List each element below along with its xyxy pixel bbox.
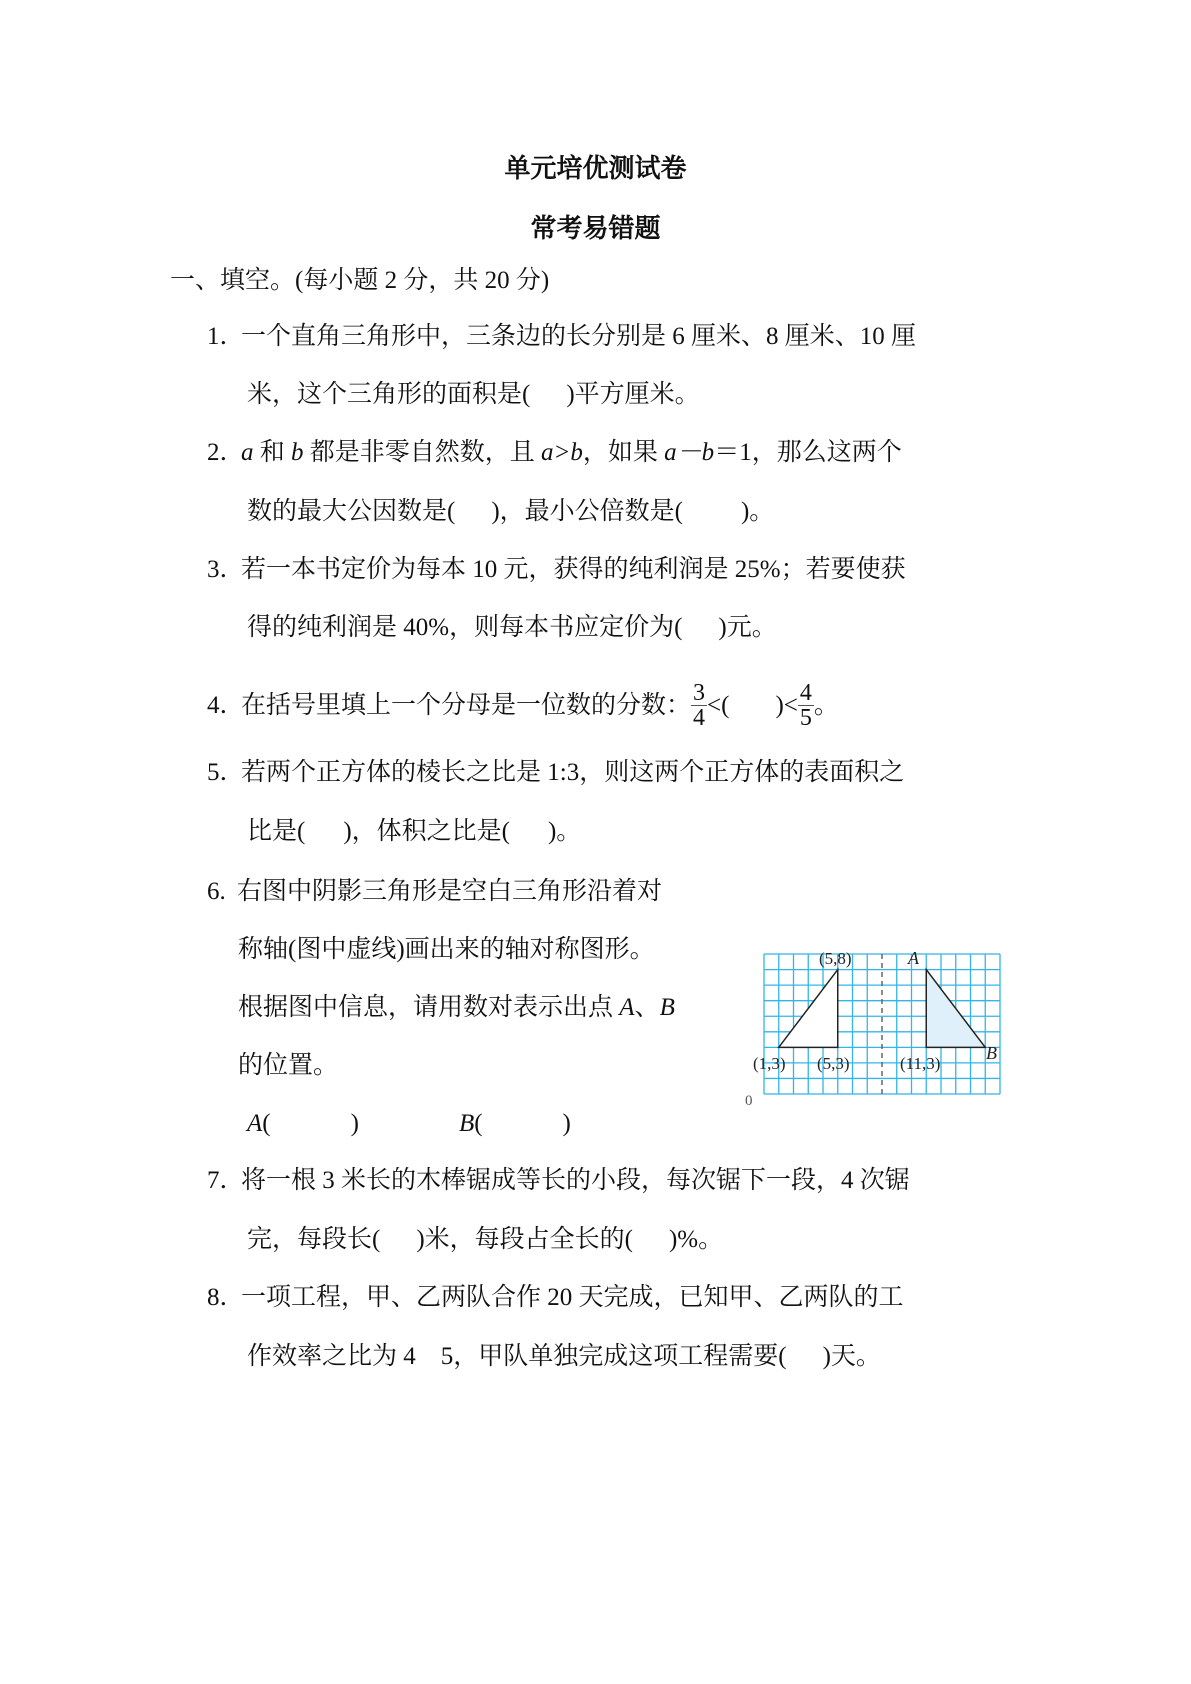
question-1-line-1 [207,322,916,352]
point-a-label: A [619,994,635,1021]
fraction-3-4: $\frac{3}{4}$ [693,680,706,731]
question-4 [207,680,839,732]
variable-a: a [241,439,254,466]
fraction-4-5: $\frac{4}{5}$ [799,680,812,731]
question-text: )元。 [718,614,777,641]
variable-b: b [291,439,304,466]
question-text: ＝1，那么这两个 [714,439,902,466]
question-text: 在括号里填上一个分母是一位数的分数： [241,692,692,720]
question-6-line-2 [238,935,655,965]
question-text: 比是( [247,818,306,845]
answer-label-a: A [247,1110,263,1137]
question-text: 一项工程，甲、乙两队合作 20 天完成，已知甲、乙两队的工 [241,1284,904,1311]
section-heading: 一、填空。(每小题 2 分，共 20 分) [170,267,550,294]
question-text: )平方厘米。 [566,381,700,408]
question-text: 得的纯利润是 40%，则每本书应定价为( [247,614,683,641]
question-3-line-1 [207,555,906,585]
question-number: 7． [207,1167,245,1194]
question-text: 完，每段长( [247,1226,381,1253]
paren: ( [474,1110,483,1137]
question-6-line-3 [238,993,675,1023]
question-3-line-2 [247,613,777,643]
expression: a－b [664,439,715,466]
question-7-line-1 [207,1166,910,1196]
question-text: )< [775,692,798,720]
question-text: 米，这个三角形的面积是( [247,381,531,408]
question-number: 3． [207,556,245,583]
paren: ) [562,1110,571,1137]
question-text: ，如果 [582,439,665,466]
question-text: 、 [634,994,660,1021]
question-number: 4． [207,692,245,720]
question-number: 2． [207,439,245,466]
question-text: )米，每段占全长的( [416,1226,633,1253]
question-number: 6. [207,878,226,905]
symmetry-grid-figure [745,946,1015,1116]
question-7-line-2 [247,1225,723,1255]
label-point-a: A [908,948,919,968]
question-8-line-1 [207,1283,904,1313]
question-text: 。 [813,692,839,720]
question-text: 都是非零自然数，且 [303,439,542,466]
paren: ) [350,1110,359,1137]
label-point-b: B [986,1043,997,1063]
point-b-label: B [659,994,675,1021]
inequality: a>b [541,439,583,466]
question-text: 的位置。 [238,1052,339,1079]
question-text: 若一本书定价为每本 10 元，获得的纯利润是 25%；若要使获 [241,556,906,583]
question-number: 5． [207,759,245,786]
question-text: )。 [547,818,582,845]
question-text: 一个直角三角形中，三条边的长分别是 6 厘米、8 厘米、10 厘 [241,323,917,350]
question-2-line-1 [207,438,902,468]
question-text: <( [707,692,730,720]
question-number: 8． [207,1284,245,1311]
question-text: 根据图中信息，请用数对表示出点 [238,994,620,1021]
answer-label-b: B [458,1110,475,1137]
question-6-line-1 [207,877,662,907]
question-number: 1． [207,323,245,350]
question-text: 将一根 3 米长的木棒锯成等长的小段，每次锯下一段，4 次锯 [241,1167,910,1194]
question-text: )，体积之比是( [343,818,510,845]
page-subtitle: 常考易错题 [530,214,661,244]
label-5-3: (5,3) [817,1054,850,1073]
question-text: 称轴(图中虚线)画出来的轴对称图形。 [238,936,655,963]
page-title: 单元培优测试卷 [504,154,687,184]
question-6-answers [247,1109,571,1139]
paren: ( [262,1110,271,1137]
label-origin: 0 [745,1093,753,1109]
question-text: 若两个正方体的棱长之比是 1:3，则这两个正方体的表面积之 [241,759,905,786]
question-text: 作效率之比为 4 5，甲队单独完成这项工程需要( [247,1343,787,1370]
label-11-3: (11,3) [900,1054,941,1073]
question-1-line-2 [247,380,700,410]
question-text: )%。 [668,1226,724,1253]
question-text: 右图中阴影三角形是空白三角形沿着对 [237,878,663,905]
question-2-line-2 [247,497,774,527]
question-5-line-1 [207,758,904,788]
label-1-3: (1,3) [753,1054,786,1073]
question-text: )。 [740,498,775,525]
question-text: )，最小公倍数是( [491,498,683,525]
question-8-line-2 [247,1342,881,1372]
question-5-line-2 [247,817,581,847]
question-text: 数的最大公因数是( [247,498,456,525]
question-text: 和 [253,439,292,466]
question-text: )天。 [822,1343,881,1370]
label-5-8: (5,8) [819,949,852,968]
question-6-line-4 [238,1051,338,1081]
